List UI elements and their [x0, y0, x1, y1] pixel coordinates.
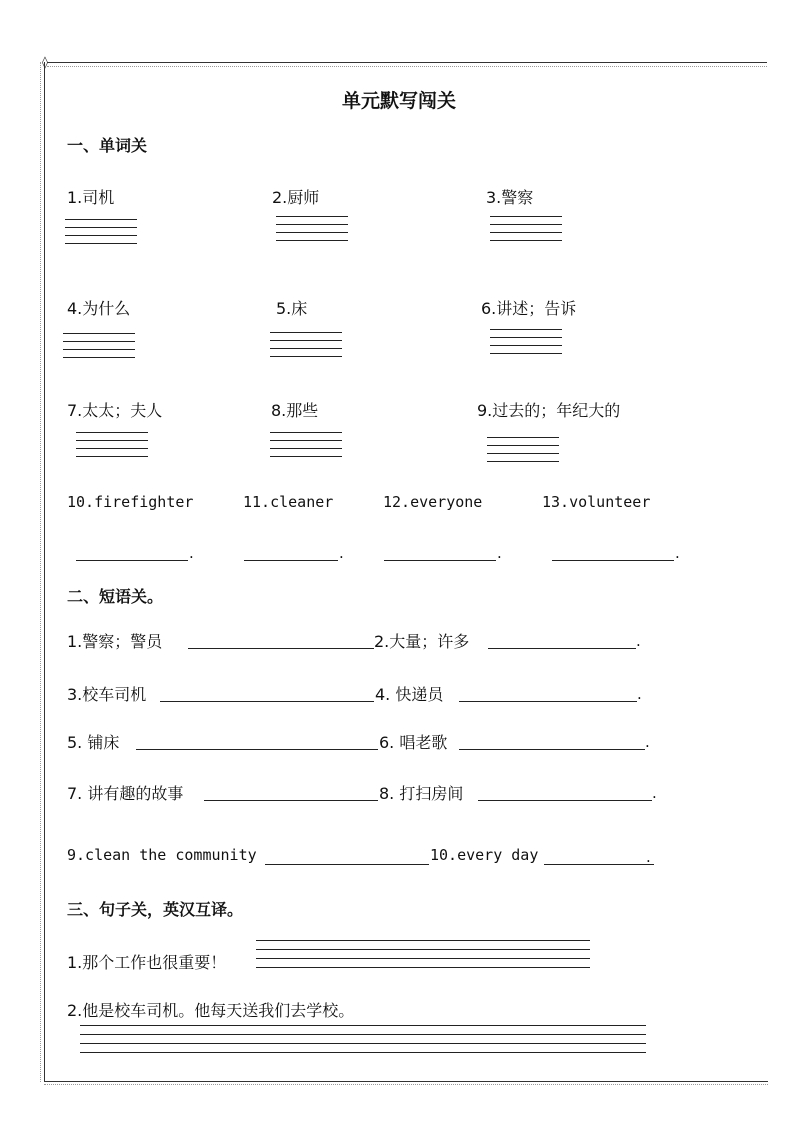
- section-heading-words: 一、单词关: [67, 136, 148, 155]
- phrase-prompt: 6. 唱老歌: [379, 733, 448, 752]
- period-mark: .: [675, 544, 680, 562]
- phrase-prompt: 9.clean the community: [67, 846, 257, 864]
- phrase-prompt: 7. 讲有趣的故事: [67, 784, 184, 803]
- word-prompt: 8.那些: [271, 401, 319, 420]
- word-prompt: 4.为什么: [67, 299, 131, 318]
- answer-lines[interactable]: [270, 432, 342, 464]
- period-mark: .: [189, 544, 194, 562]
- answer-lines[interactable]: [80, 1025, 646, 1060]
- english-word-prompt: 12.everyone: [383, 493, 483, 511]
- answer-lines[interactable]: [270, 332, 342, 364]
- page-top-border: [47, 62, 767, 63]
- word-prompt: 6.讲述；告诉: [481, 299, 577, 318]
- sentence-prompt: 2.他是校车司机。他每天送我们去学校。: [67, 1001, 355, 1020]
- word-prompt: 3.警察: [486, 188, 534, 207]
- page-bottom-border: [44, 1081, 768, 1082]
- answer-blank[interactable]: [459, 749, 645, 750]
- english-word-prompt: 13.volunteer: [542, 493, 651, 511]
- section-heading-sentences: 三、句子关，英汉互译。: [67, 900, 244, 919]
- word-prompt: 2.厨师: [272, 188, 320, 207]
- period-mark: .: [637, 685, 642, 703]
- english-word-prompt: 10.firefighter: [67, 493, 194, 511]
- period-mark: .: [636, 632, 641, 650]
- phrase-prompt: 8. 打扫房间: [379, 784, 464, 803]
- answer-lines[interactable]: [487, 437, 559, 469]
- english-word-prompt: 11.cleaner: [243, 493, 334, 511]
- page-bottom-dotted-border: [44, 1084, 768, 1085]
- answer-blank[interactable]: [384, 560, 496, 561]
- answer-blank[interactable]: [244, 560, 338, 561]
- phrase-prompt: 2.大量；许多: [374, 632, 470, 651]
- phrase-prompt: 1.警察；警员: [67, 632, 163, 651]
- answer-lines[interactable]: [276, 216, 348, 248]
- section-heading-phrases: 二、短语关。: [67, 587, 164, 606]
- sentence-prompt: 1.那个工作也很重要！: [67, 953, 227, 972]
- page-left-border: [44, 62, 45, 1082]
- phrase-prompt: 10.every day: [430, 846, 539, 864]
- answer-lines[interactable]: [490, 329, 562, 361]
- period-mark: .: [652, 784, 657, 802]
- corner-anchor-icon: ◊: [42, 55, 48, 69]
- answer-lines[interactable]: [256, 940, 590, 975]
- answer-blank[interactable]: [544, 864, 654, 865]
- period-mark: .: [497, 544, 502, 562]
- answer-lines[interactable]: [490, 216, 562, 248]
- page-top-dotted-border: [47, 66, 767, 67]
- word-prompt: 9.过去的；年纪大的: [477, 401, 621, 420]
- answer-blank[interactable]: [160, 701, 374, 702]
- answer-blank[interactable]: [552, 560, 674, 561]
- word-prompt: 1.司机: [67, 188, 115, 207]
- answer-blank[interactable]: [136, 749, 378, 750]
- word-prompt: 7.太太；夫人: [67, 401, 163, 420]
- word-prompt: 5.床: [276, 299, 308, 318]
- answer-blank[interactable]: [188, 648, 374, 649]
- phrase-prompt: 5. 铺床: [67, 733, 120, 752]
- period-mark: .: [339, 544, 344, 562]
- page-left-dotted-border: [40, 62, 41, 1082]
- answer-lines[interactable]: [65, 219, 137, 251]
- answer-blank[interactable]: [265, 864, 429, 865]
- answer-blank[interactable]: [478, 800, 652, 801]
- period-mark: .: [646, 848, 651, 866]
- page-title: 单元默写闯关: [342, 90, 457, 112]
- period-mark: .: [645, 733, 650, 751]
- answer-blank[interactable]: [76, 560, 188, 561]
- phrase-prompt: 3.校车司机: [67, 685, 147, 704]
- phrase-prompt: 4. 快递员: [375, 685, 444, 704]
- answer-lines[interactable]: [76, 432, 148, 464]
- answer-blank[interactable]: [488, 648, 636, 649]
- answer-blank[interactable]: [459, 701, 637, 702]
- answer-blank[interactable]: [204, 800, 378, 801]
- answer-lines[interactable]: [63, 333, 135, 365]
